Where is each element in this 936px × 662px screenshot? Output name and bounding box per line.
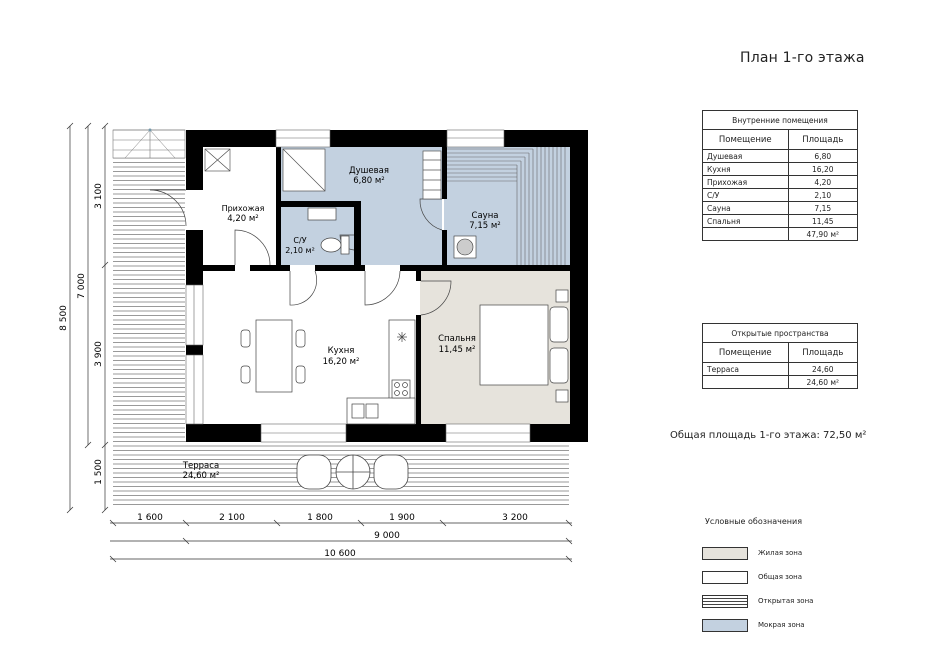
legend-label-open: Открытая зона <box>758 597 814 605</box>
legend-swatch-open <box>702 595 748 608</box>
shower-area: 6,80 м² <box>353 176 385 186</box>
legend-swatch-living <box>702 547 748 560</box>
dim-seg-1: 1 600 <box>137 513 163 523</box>
table-total-row <box>703 228 858 241</box>
area-cell: 2,10 <box>788 189 857 202</box>
legend-swatch-wet <box>702 619 748 632</box>
table-row <box>703 215 858 228</box>
empty-cell <box>703 376 789 389</box>
dim-seg-4: 1 900 <box>389 513 415 523</box>
dim-bottom-total: 10 600 <box>324 549 356 559</box>
table-row <box>703 202 858 215</box>
legend-label-common: Общая зона <box>758 573 803 581</box>
dim-left-inner: 7 000 <box>77 273 87 299</box>
legend-label-living: Жилая зона <box>758 549 803 557</box>
dim-left-mid: 3 900 <box>94 341 104 367</box>
bath-name: С/У <box>293 236 307 245</box>
dim-seg-2: 2 100 <box>219 513 245 523</box>
room-cell: Терраса <box>703 363 789 376</box>
area-cell: 4,20 <box>788 176 857 189</box>
open-header-area: Площадь <box>788 343 857 363</box>
area-cell: 7,15 <box>788 202 857 215</box>
interior-rooms-table <box>702 110 858 241</box>
interior-header-room: Помещение <box>703 130 789 150</box>
open-total: 24,60 м² <box>788 376 857 389</box>
dim-left-bottom: 1 500 <box>94 459 104 485</box>
legend-swatch-common <box>702 571 748 584</box>
interior-header-area: Площадь <box>788 130 857 150</box>
room-cell: Спальня <box>703 215 789 228</box>
legend-label-wet: Мокрая зона <box>758 621 805 629</box>
dim-bottom-mid: 9 000 <box>374 531 400 541</box>
terrace-area-label: 24,60 м² <box>182 471 220 481</box>
area-cell: 11,45 <box>788 215 857 228</box>
page-title: План 1-го этажа <box>740 50 865 66</box>
dim-seg-3: 1 800 <box>307 513 333 523</box>
sauna-name: Сауна <box>471 211 499 221</box>
kitchen-name: Кухня <box>327 346 355 356</box>
terrace-furniture <box>297 455 408 489</box>
open-spaces-table <box>702 323 858 389</box>
table-total-row <box>703 376 858 389</box>
dim-seg-5: 3 200 <box>502 513 528 523</box>
legend-title: Условные обозначения <box>705 517 803 526</box>
table-row <box>703 150 858 163</box>
bath-area: 2,10 м² <box>285 246 315 255</box>
area-cell: 24,60 <box>788 363 857 376</box>
vestibule-name: Прихожая <box>221 204 265 213</box>
area-cell: 6,80 <box>788 150 857 163</box>
table-row <box>703 176 858 189</box>
vestibule-area: 4,20 м² <box>227 214 259 224</box>
table-row <box>703 189 858 202</box>
empty-cell <box>703 228 789 241</box>
interior-table-caption: Внутренние помещения <box>703 111 858 130</box>
area-cell: 16,20 <box>788 163 857 176</box>
vestibule-closet <box>205 149 230 171</box>
bedroom-area: 11,45 м² <box>438 345 476 355</box>
kitchen-area: 16,20 м² <box>322 357 360 367</box>
room-cell: Кухня <box>703 163 789 176</box>
room-cell: С/У <box>703 189 789 202</box>
total-area: Общая площадь 1-го этажа: 72,50 м² <box>670 430 867 441</box>
room-cell: Душевая <box>703 150 789 163</box>
open-table-caption: Открытые пространства <box>703 324 858 343</box>
dim-left-top: 3 100 <box>94 183 104 209</box>
table-row <box>703 163 858 176</box>
bedroom-name: Спальня <box>438 334 476 344</box>
table-row <box>703 363 858 376</box>
sauna-area: 7,15 м² <box>469 221 501 231</box>
terrace-name: Терраса <box>182 461 220 471</box>
shower-name: Душевая <box>348 166 390 176</box>
vertical-dimension-labels <box>59 183 104 485</box>
horizontal-dimension-labels <box>137 513 528 559</box>
room-cell: Сауна <box>703 202 789 215</box>
room-cell: Прихожая <box>703 176 789 189</box>
dim-left-total: 8 500 <box>59 305 69 331</box>
open-header-room: Помещение <box>703 343 789 363</box>
interior-total: 47,90 м² <box>788 228 857 241</box>
